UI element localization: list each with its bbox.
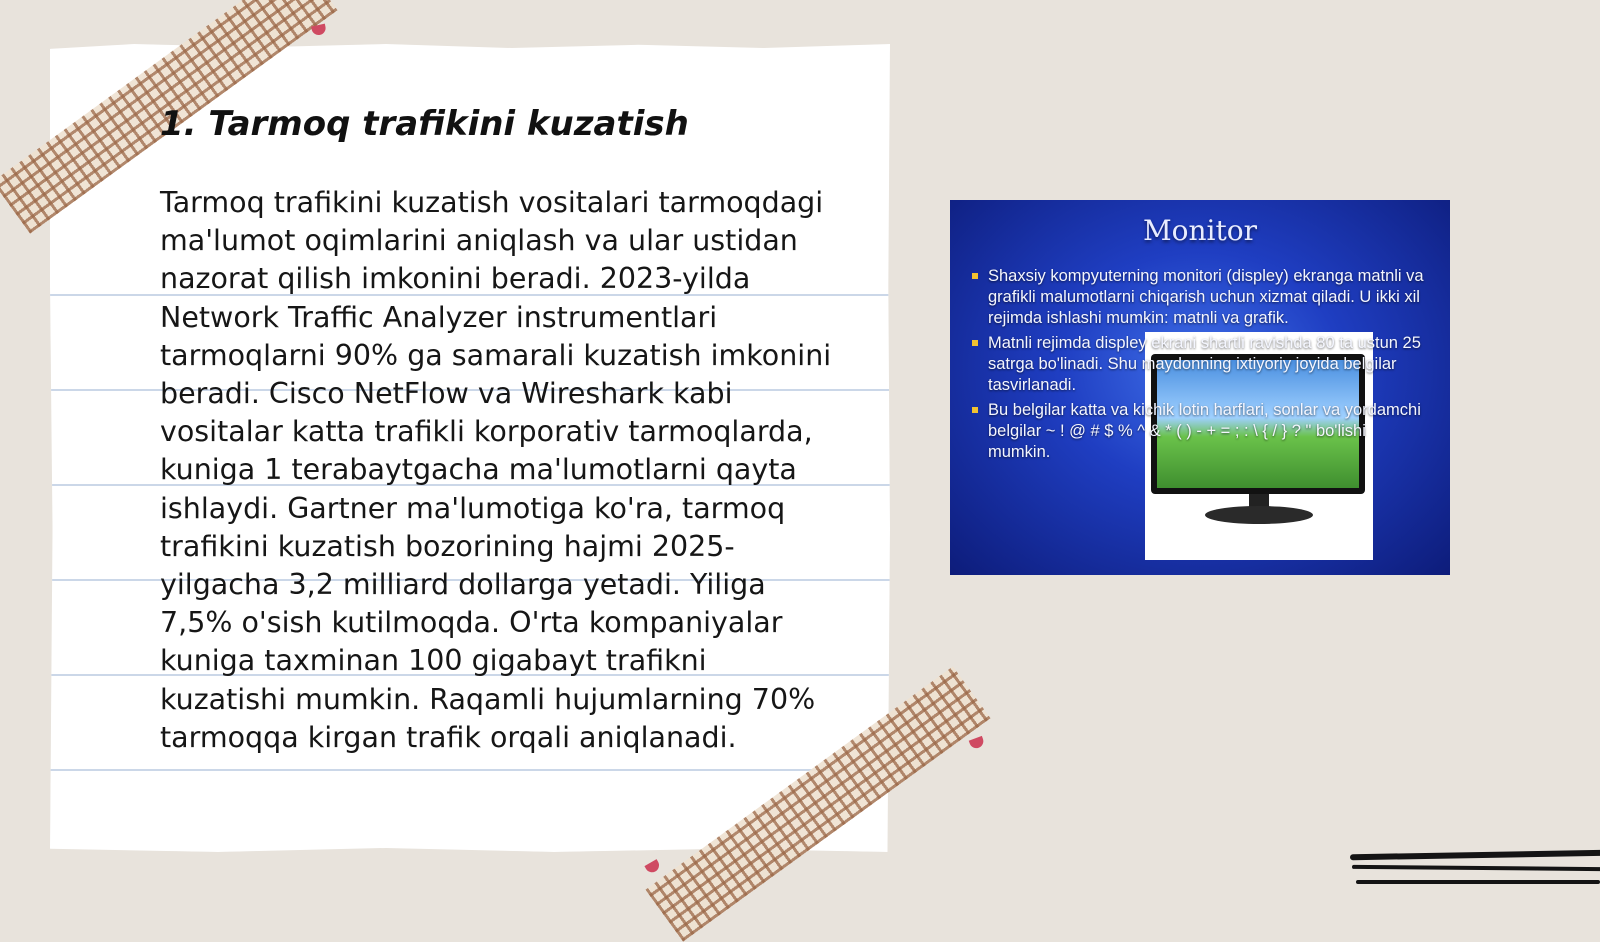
monitor-stand-base xyxy=(1205,506,1313,524)
image-bullet-text: Bu belgilar katta va kichik lotin harflari, sonlar va yordamchi belgilar ~ ! @ # $ % ^ & * ( ) - + = ; : \ { / } ? " bo'lishi mumkin. xyxy=(988,401,1421,461)
image-slide-title: Monitor xyxy=(1142,214,1257,247)
image-bullet-item xyxy=(972,400,1432,463)
bullet-square-icon xyxy=(972,273,978,279)
brush-stroke xyxy=(1356,880,1600,884)
brush-stroke xyxy=(1352,865,1600,871)
tape-tip xyxy=(644,859,661,875)
bullet-square-icon xyxy=(972,340,978,346)
image-bullet-item xyxy=(972,266,1432,329)
bullet-square-icon xyxy=(972,407,978,413)
tape-tip xyxy=(969,736,986,750)
ruled-line xyxy=(50,769,890,771)
monitor-slide-image xyxy=(950,200,1450,575)
image-bullet-text: Matnli rejimda displey ekrani shartli ravishda 80 ta ustun 25 satrga bo'linadi. Shu maydonning ixtiyoriy joyida belgilar tasvirlanadi. xyxy=(988,334,1421,394)
image-bullet-list xyxy=(972,266,1432,467)
image-bullet-text: Shaxsiy kompyuterning monitori (displey) ekranga matnli va grafikli malumotlarni chiqarish uchun xizmat qiladi. U ikki xil rejimda ishlashi mumkin: matnli va grafik. xyxy=(988,267,1424,327)
slide-title: 1. Tarmoq trafikini kuzatish xyxy=(160,104,689,144)
tape-tip xyxy=(311,24,327,37)
brush-stroke xyxy=(1350,850,1600,861)
body-paragraph: Tarmoq trafikini kuzatish vositalari tarmoqdagi ma'lumot oqimlarini aniqlash va ular ustidan nazorat qilish imkonini beradi. 2023-yilda Network Traffic Analyzer instrumentlari tarmoqlarni 90% ga samarali kuzatish imkonini beradi. Cisco NetFlow va Wireshark kabi vositalar katta trafikli korporativ tarmoqlarda, kuniga 1 terabaytgacha ma'lumotlarni qayta ishlaydi. Gartner ma'lumotiga ko'ra, tarmoq trafikini kuzatish bozorining hajmi 2025-yilgacha 3,2 milliard dollarga yetadi. Yiliga 7,5% o'sish kutilmoqda. O'rta kompaniyalar kuniga taxminan 100 gigabayt trafikni kuzatishi mumkin. Raqamli hujumlarning 70% tarmoqqa kirgan trafik orqali aniqlanadi. xyxy=(160,186,832,754)
image-bullet-item xyxy=(972,333,1432,396)
